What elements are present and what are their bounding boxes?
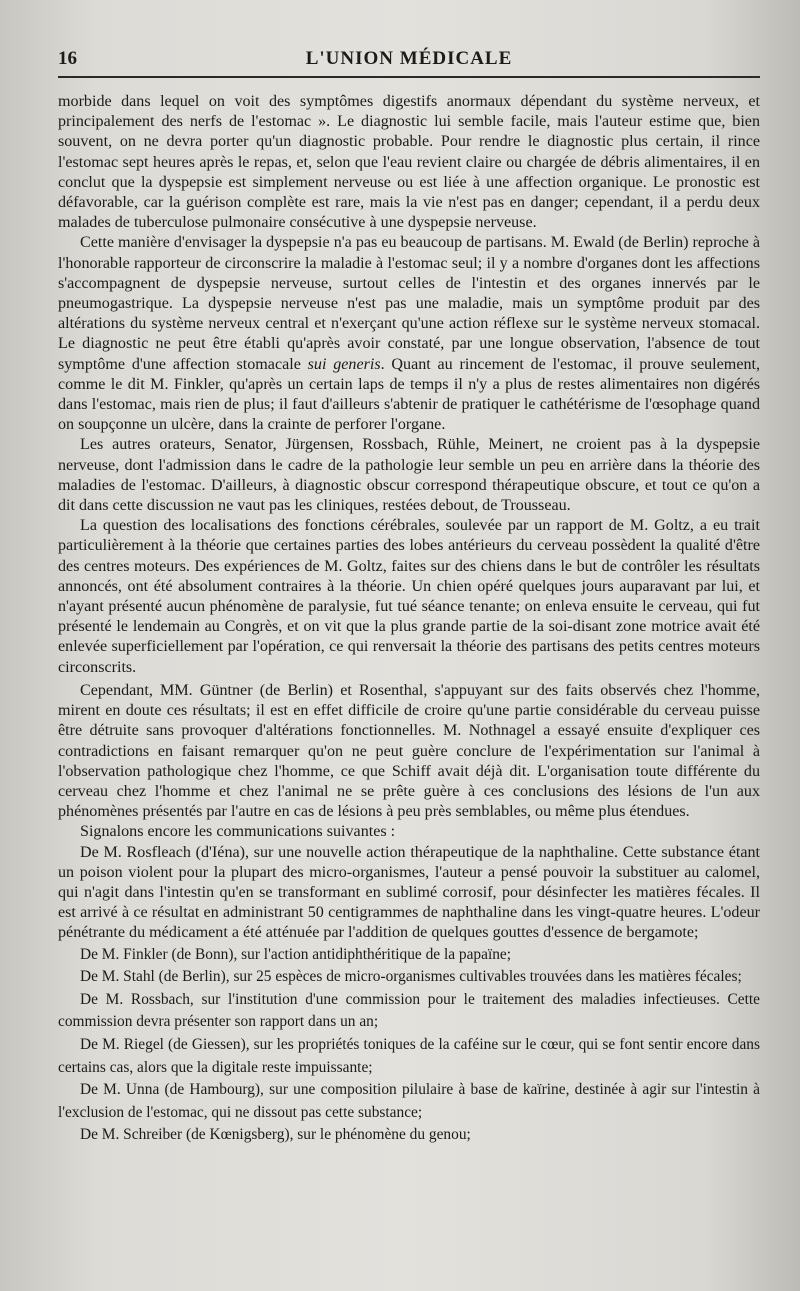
paragraph: De M. Rosfleach (d'Iéna), sur une nouvelle action thérapeutique de la naphthaline. Cette substance étant un poison violent pour la plupart des micro-organismes, l'auteur a pensé pouvoir la substituer au calomel, qui n'agit dans l'intestin qu'en se transformant en sublimé corrosif, pour désinfecter les matières fécales. Il est arrivé à ce résultat en administrant 50 centigrammes de naphthaline dans les vingt-quatre heures. L'odeur pénétrante du médicament a été atténuée par l'addition de quelques gouttes d'essence de bergamote;	[58, 843, 760, 942]
paragraph: La question des localisations des fonctions cérébrales, soulevée par un rapport de M. Goltz, a eu trait particulièrement à la théorie que certaines parties des lobes antérieurs du cerveau possèdent la qualité d'être des centres moteurs. Des expériences de M. Goltz, faites sur des chiens dans le but de contrôler les résultats annoncés, ont été absolument contraires à la théorie. Un chien opéré quelques jours auparavant par lui, et n'ayant présenté aucun phénomène de paralysie, fut tué séance tenante; on enleva ensuite le cerveau, qui fut présenté le lendemain au Congrès, et on vit que la plus grande partie de la soi-disant zone motrice avait été enlevée superficiellement par l'opération, ce qui renversait la théorie des partisans des petits centres moteurs circonscrits.	[58, 517, 760, 676]
paragraph: De M. Rossbach, sur l'institution d'une commission pour le traitement des maladies infectieuses. Cette commission devra présenter son rapport dans un an;	[58, 990, 760, 1031]
paragraph: De M. Stahl (de Berlin), sur 25 espèces de micro-organismes cultivables trouvées dans les matières fécales;	[80, 968, 742, 986]
italic-term: sui generis	[307, 355, 381, 373]
paragraph: De M. Unna (de Hambourg), sur une composition pilulaire à base de kaïrine, destinée à agir sur l'intestin à l'exclusion de l'estomac, qui ne dissout pas cette substance;	[58, 1081, 760, 1121]
page-header	[58, 48, 760, 78]
paragraph: Signalons encore les communications suivantes :	[80, 823, 396, 841]
running-title: L'UNION MÉDICALE	[305, 48, 513, 69]
paragraph: De M. Riegel (de Giessen), sur les propriétés toniques de la caféine sur le cœur, qui se font sentir encore dans certains cas, alors que la digitale reste impuissante;	[58, 1035, 760, 1076]
paragraph: De M. Schreiber (de Kœnigsberg), sur le phénomène du genou;	[80, 1126, 471, 1144]
page-number: 16	[58, 48, 77, 69]
paragraph: De M. Finkler (de Bonn), sur l'action antidiphthéritique de la papaïne;	[80, 945, 512, 963]
article-body	[58, 92, 760, 1147]
paragraph: Les autres orateurs, Senator, Jürgensen, Rossbach, Rühle, Meinert, ne croient pas à la dyspepsie nerveuse, dont l'admission dans le cadre de la pathologie leur semble un peu en arrière dans la théorie des maladies de l'estomac. D'ailleurs, à diagnostic obscur correspond thérapeutique obscure, et tout ce qu'on a dit dans cette discussion ne vaut pas les cliniques, restées debout, de Trousseau.	[58, 436, 760, 515]
paragraph: morbide dans lequel on voit des symptômes digestifs anormaux dépendant du système nerveux, et principalement des nerfs de l'estomac ». Le diagnostic lui semble facile, mais l'auteur estime que, bien souvent, on ne devra porter qu'un diagnostic probable. Pour rendre le diagnostic plus certain, il rince l'estomac sept heures après le repas, et, selon que l'eau revient claire ou chargée de débris alimentaires, il en conclut que la dyspepsie est simplement nerveuse ou est liée à une affection organique. Le pronostic est défavorable, car la guérison complète est rare, mais la vie n'est pas en danger; cependant, il a perdu deux malades de tuberculose pulmonaire consécutive à une dyspepsie nerveuse.	[58, 93, 760, 232]
paragraph: Cette manière d'envisager la dyspepsie n'a pas eu beaucoup de partisans. M. Ewald (de Berlin) reproche à l'honorable rapporteur de circonscrire la maladie à l'estomac seul; il y a nombre d'organes dont les affections s'accompagnent de dyspepsie nerveuse, surtout celles de l'intestin et des organes innervés par le pneumogastrique. La dyspepsie nerveuse n'est pas une maladie, mais un symptôme produit par des altérations du système nerveux central et n'exerçant qu'une action réflexe sur le système nerveux stomacal. Le diagnostic ne peut être établi qu'après avoir constaté, par une longue observation, l'absence de tout symptôme d'une affection stomacale sui generis. Quant au rincement de l'estomac, il prouve seulement, comme le dit M. Finkler, qu'après un certain laps de temps il n'y a plus de restes alimentaires non digérés dans l'estomac, mais rien de plus; il faut d'ailleurs s'abtenir de pratiquer le cathétérisme de l'œsophage quand on soupçonne un ulcère, dans la crainte de perforer l'organe.	[58, 234, 761, 434]
paragraph: Cependant, MM. Güntner (de Berlin) et Rosenthal, s'appuyant sur des faits observés chez l'homme, mirent en doute ces résultats; il est en effet difficile de croire qu'une partie considérable du cerveau puisse être détruite sans provoquer d'altérations fonctionnelles. M. Nothnagel a essayé ensuite d'expliquer ces contradictions en faisant remarquer qu'on ne peut guère conclure de l'expérimentation sur l'animal à l'observation pathologique chez l'homme, ce que Schiff avait déjà dit. L'organisation toute différente du cerveau chez l'homme et chez l'animal ne se prête guère à ces conclusions des lésions de l'un aux phénomènes présentés par l'autre en cas de lésions à peu près semblables, ou même plus étendues.	[58, 681, 760, 821]
